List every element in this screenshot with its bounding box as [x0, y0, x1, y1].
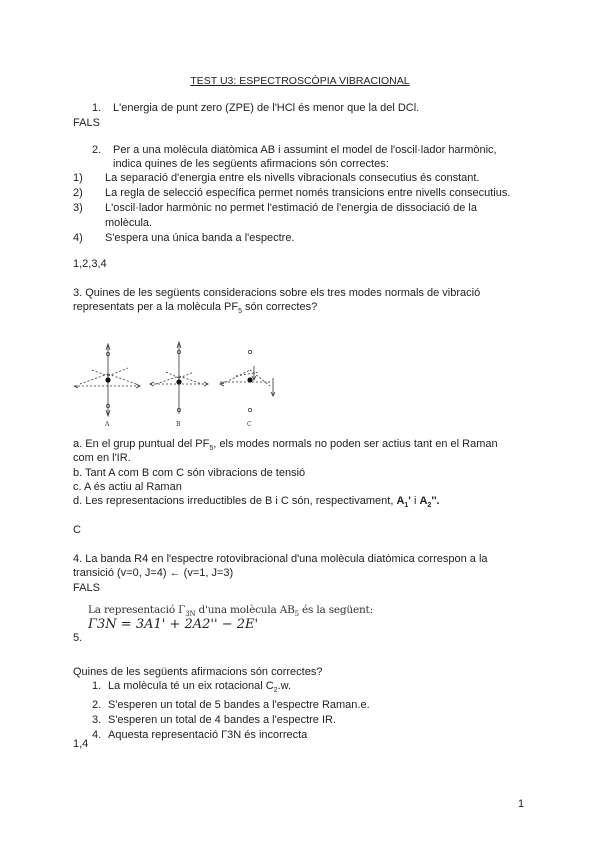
page-title: TEST U3: ESPECTROSCÒPIA VIBRACIONAL: [190, 75, 410, 87]
list-item: molècula.: [105, 217, 153, 229]
question-1: [92, 101, 419, 115]
list-item: 3. S'esperen un total de 4 bandes a l'espectre IR.: [92, 714, 337, 727]
question-5-number: 5.: [73, 632, 83, 644]
page-number: 1: [518, 798, 525, 810]
list-item: 3) L'oscil·lador harmònic no permet l'estimació de l'energia de dissociació de la: [73, 202, 477, 214]
question-2: [92, 143, 497, 157]
answer-1: FALS: [73, 117, 100, 129]
option-d: d. Les representacions irreductibles de B i C són, respectivament, $A_1'$ i $A_2''$.: [73, 495, 440, 510]
question-4-line2: transició (v=0, J=4) ← (v=1, J=3): [73, 567, 234, 579]
question-number: 2.: [92, 144, 102, 156]
list-item: 1) La separació d'energia entre els nivells vibracionals consecutius és constant.: [73, 172, 480, 184]
question-3-line2: representats per a la molècula $PF_5$ són correctes?: [73, 301, 318, 316]
answer-2: 1,2,3,4: [73, 258, 107, 270]
mode-label-c: C: [247, 421, 252, 428]
list-item: 4. Aquesta representació Γ3N és incorrecta: [92, 729, 308, 742]
option-c: c. A és actiu al Raman: [73, 481, 182, 493]
list-item: 2) La regla de selecció específica permet només transicions entre nivells consecutius.: [73, 187, 511, 199]
list-item: 4) S'espera una única banda a l'espectre.: [73, 232, 295, 244]
representation-caption: La representació $\Gamma_{3N}$ d'una molècula $AB_5$ és la següent:: [88, 604, 373, 619]
normal-modes-figure: [70, 340, 290, 430]
mode-label-a: A: [105, 421, 110, 428]
question-4: 4. La banda R4 en l'espectre rotovibracional d'una molècula diatòmica correspon a la: [73, 553, 488, 565]
question-text: Per a una molècula diatòmica AB i assumint el model de l'oscil·lador harmònic,: [113, 144, 497, 156]
question-5-options: [92, 679, 370, 743]
question-3: 3. Quines de les següents consideracions sobre els tres modes normals de vibració: [73, 287, 481, 299]
question-text: L'energia de punt zero (ZPE) de l'HCl és menor que la del DCl.: [113, 102, 420, 114]
list-item: 1. La molècula té un eix rotacional $C_2.w$.: [92, 680, 292, 695]
answer-5: 1,4: [73, 738, 89, 750]
question-2-line2: indica quines de les següents afirmacions són correctes:: [113, 158, 389, 170]
option-b: b. Tant A com B com C són vibracions de tensió: [73, 467, 306, 479]
question-number: 1.: [92, 102, 102, 114]
list-item: 2. S'esperen un total de 5 bandes a l'espectre Raman.e.: [92, 699, 370, 712]
question-5: Quines de les següents afirmacions són correctes?: [73, 666, 323, 678]
answer-4: FALS: [73, 582, 100, 594]
answer-3: C: [73, 524, 81, 536]
question-2-options: [73, 171, 510, 246]
option-a-line2: com en l'IR.: [73, 452, 131, 464]
representation-equation: Γ3N = 3A1' + 2A2'' − 2E': [88, 617, 259, 632]
option-a: a. En el grup puntual del $PF_5$, els modes normals no poden ser actius tant en el Raman: [73, 438, 498, 453]
mode-label-b: B: [176, 421, 181, 428]
